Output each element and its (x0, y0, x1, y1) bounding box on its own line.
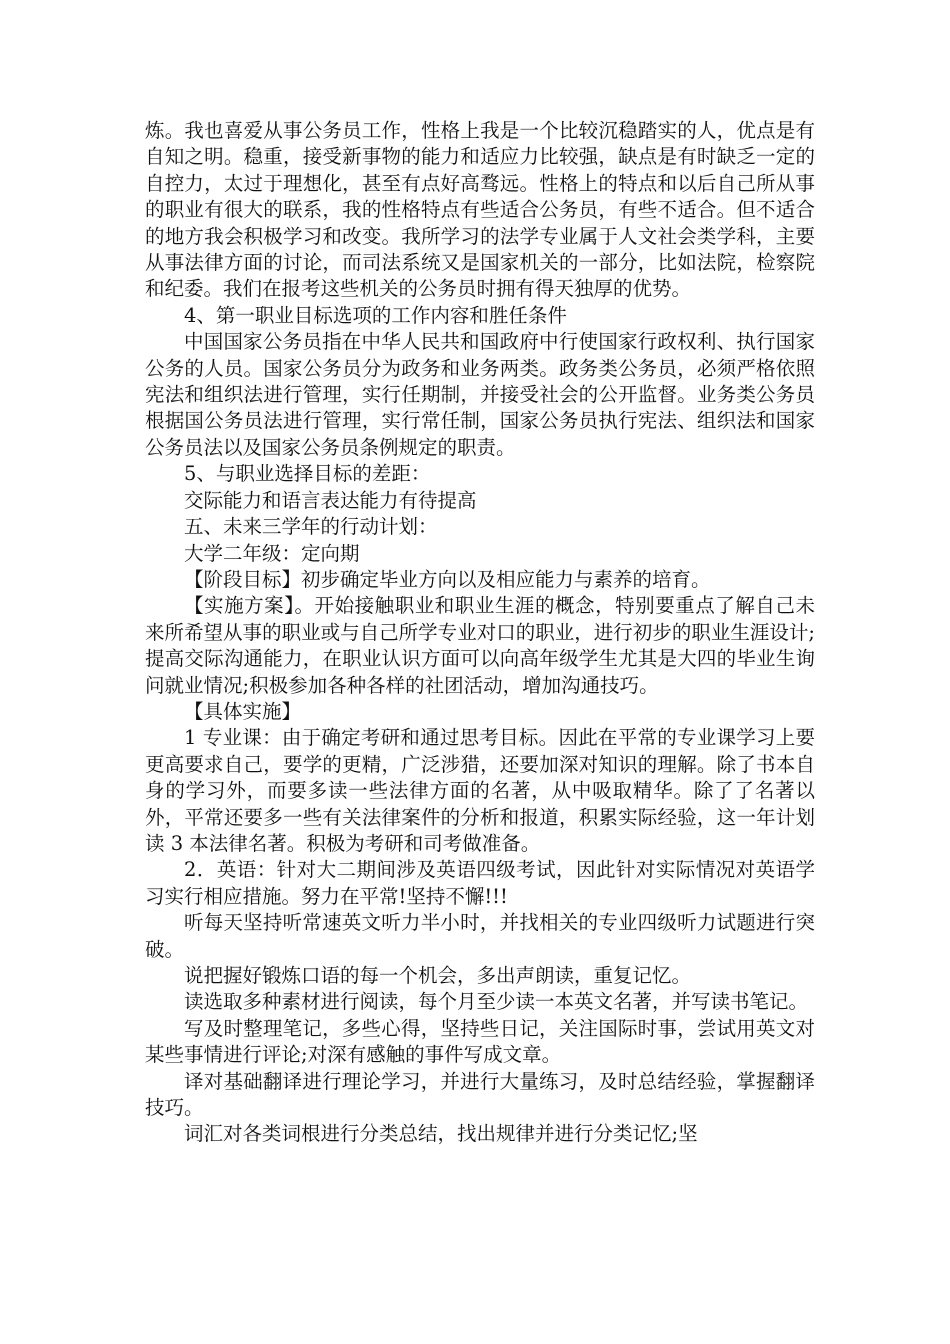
paragraph-reading: 读选取多种素材进行阅读，每个月至少读一本英文名著，并写读书笔记。 (184, 990, 809, 1014)
heading-job-content: 4、第一职业目标选项的工作内容和胜任条件 (184, 303, 567, 327)
paragraph-stage-goal: 【阶段目标】初步确定毕业方向以及相应能力与素养的培育。 (184, 567, 711, 591)
paragraph: 中国国家公务员指在中华人民共和国政府中行使国家行政权利、执行国家公务的人员。国家公务员分为政务和业务两类。政务类公务员，必须严格依照宪法和组织法进行管理，实行任期制，并接受社会的公开监督。业务类公务员根据国公务员法进行管理，实行常任制，国家公务员执行宪法、组织法和国家公务员法以及国家公务员条例规定的职责。 (145, 330, 815, 459)
paragraph-listening: 听每天坚持听常速英文听力半小时，并找相关的专业四级听力试题进行突破。 (145, 911, 815, 961)
heading-sophomore: 大学二年级：定向期 (184, 541, 360, 565)
paragraph: 交际能力和语言表达能力有待提高 (184, 488, 477, 512)
paragraph-implementation-plan: 【实施方案】。开始接触职业和职业生涯的概念，特别要重点了解自己未来所希望从事的职业或与自己所学专业对口的职业，进行初步的职业生涯设计;提高交际沟通能力，在职业认识方面可以向高年级学生尤其是大四的毕业生询问就业情况;积极参加各种各样的社团活动，增加沟通技巧。 (145, 594, 815, 697)
paragraph-translation: 译对基础翻译进行理论学习，并进行大量练习，及时总结经验，掌握翻译技巧。 (145, 1069, 815, 1120)
heading-action-plan: 五、未来三学年的行动计划： (184, 515, 438, 539)
heading-specific-implementation: 【具体实施】 (184, 699, 302, 723)
paragraph-major-courses: 1 专业课：由于确定考研和通过思考目标。因此在平常的专业课学习上要更高要求自己，要学的更精，广泛涉猎，还要加深对知识的理解。除了书本自身的学习外，而要多读一些法律方面的名著，从中吸取精华。除了了名著以外，平常还要多一些有关法律案件的分析和报道，积累实际经验，这一年计划读 3 本法律名著。积极为考研和司考做准备。 (145, 726, 815, 855)
paragraph-english: 2．英语：针对大二期间涉及英语四级考试，因此针对实际情况对英语学习实行相应措施。努力在平常!坚持不懈!!! (145, 858, 815, 908)
paragraph-vocabulary: 词汇对各类词根进行分类总结，找出规律并进行分类记忆;坚 (184, 1122, 698, 1146)
heading-gap: 5、与职业选择目标的差距： (184, 462, 431, 486)
paragraph-speaking: 说把握好锻炼口语的每一个机会，多出声朗读，重复记忆。 (184, 964, 692, 987)
paragraph: 炼。我也喜爱从事公务员工作，性格上我是一个比较沉稳踏实的人，优点是有自知之明。稳重，接受新事物的能力和适应力比较强，缺点是有时缺乏一定的自控力，太过于理想化，甚至有点好高骛远。性格上的特点和以后自己所从事的职业有很大的联系，我的性格特点有些适合公务员，有些不适合。但不适合的地方我会积极学习和改变。我所学习的法学专业属于人文社会类学科，主要从事法律方面的讨论，而司法系统又是国家机关的一部分，比如法院，检察院和纪委。我们在报考这些机关的公务员时拥有得天独厚的优势。 (145, 119, 815, 301)
document-body (145, 118, 815, 1148)
paragraph-writing: 写及时整理笔记，多些心得，坚持些日记，关注国际时事，尝试用英文对某些事情进行评论;对深有感触的事件写成文章。 (145, 1016, 815, 1067)
